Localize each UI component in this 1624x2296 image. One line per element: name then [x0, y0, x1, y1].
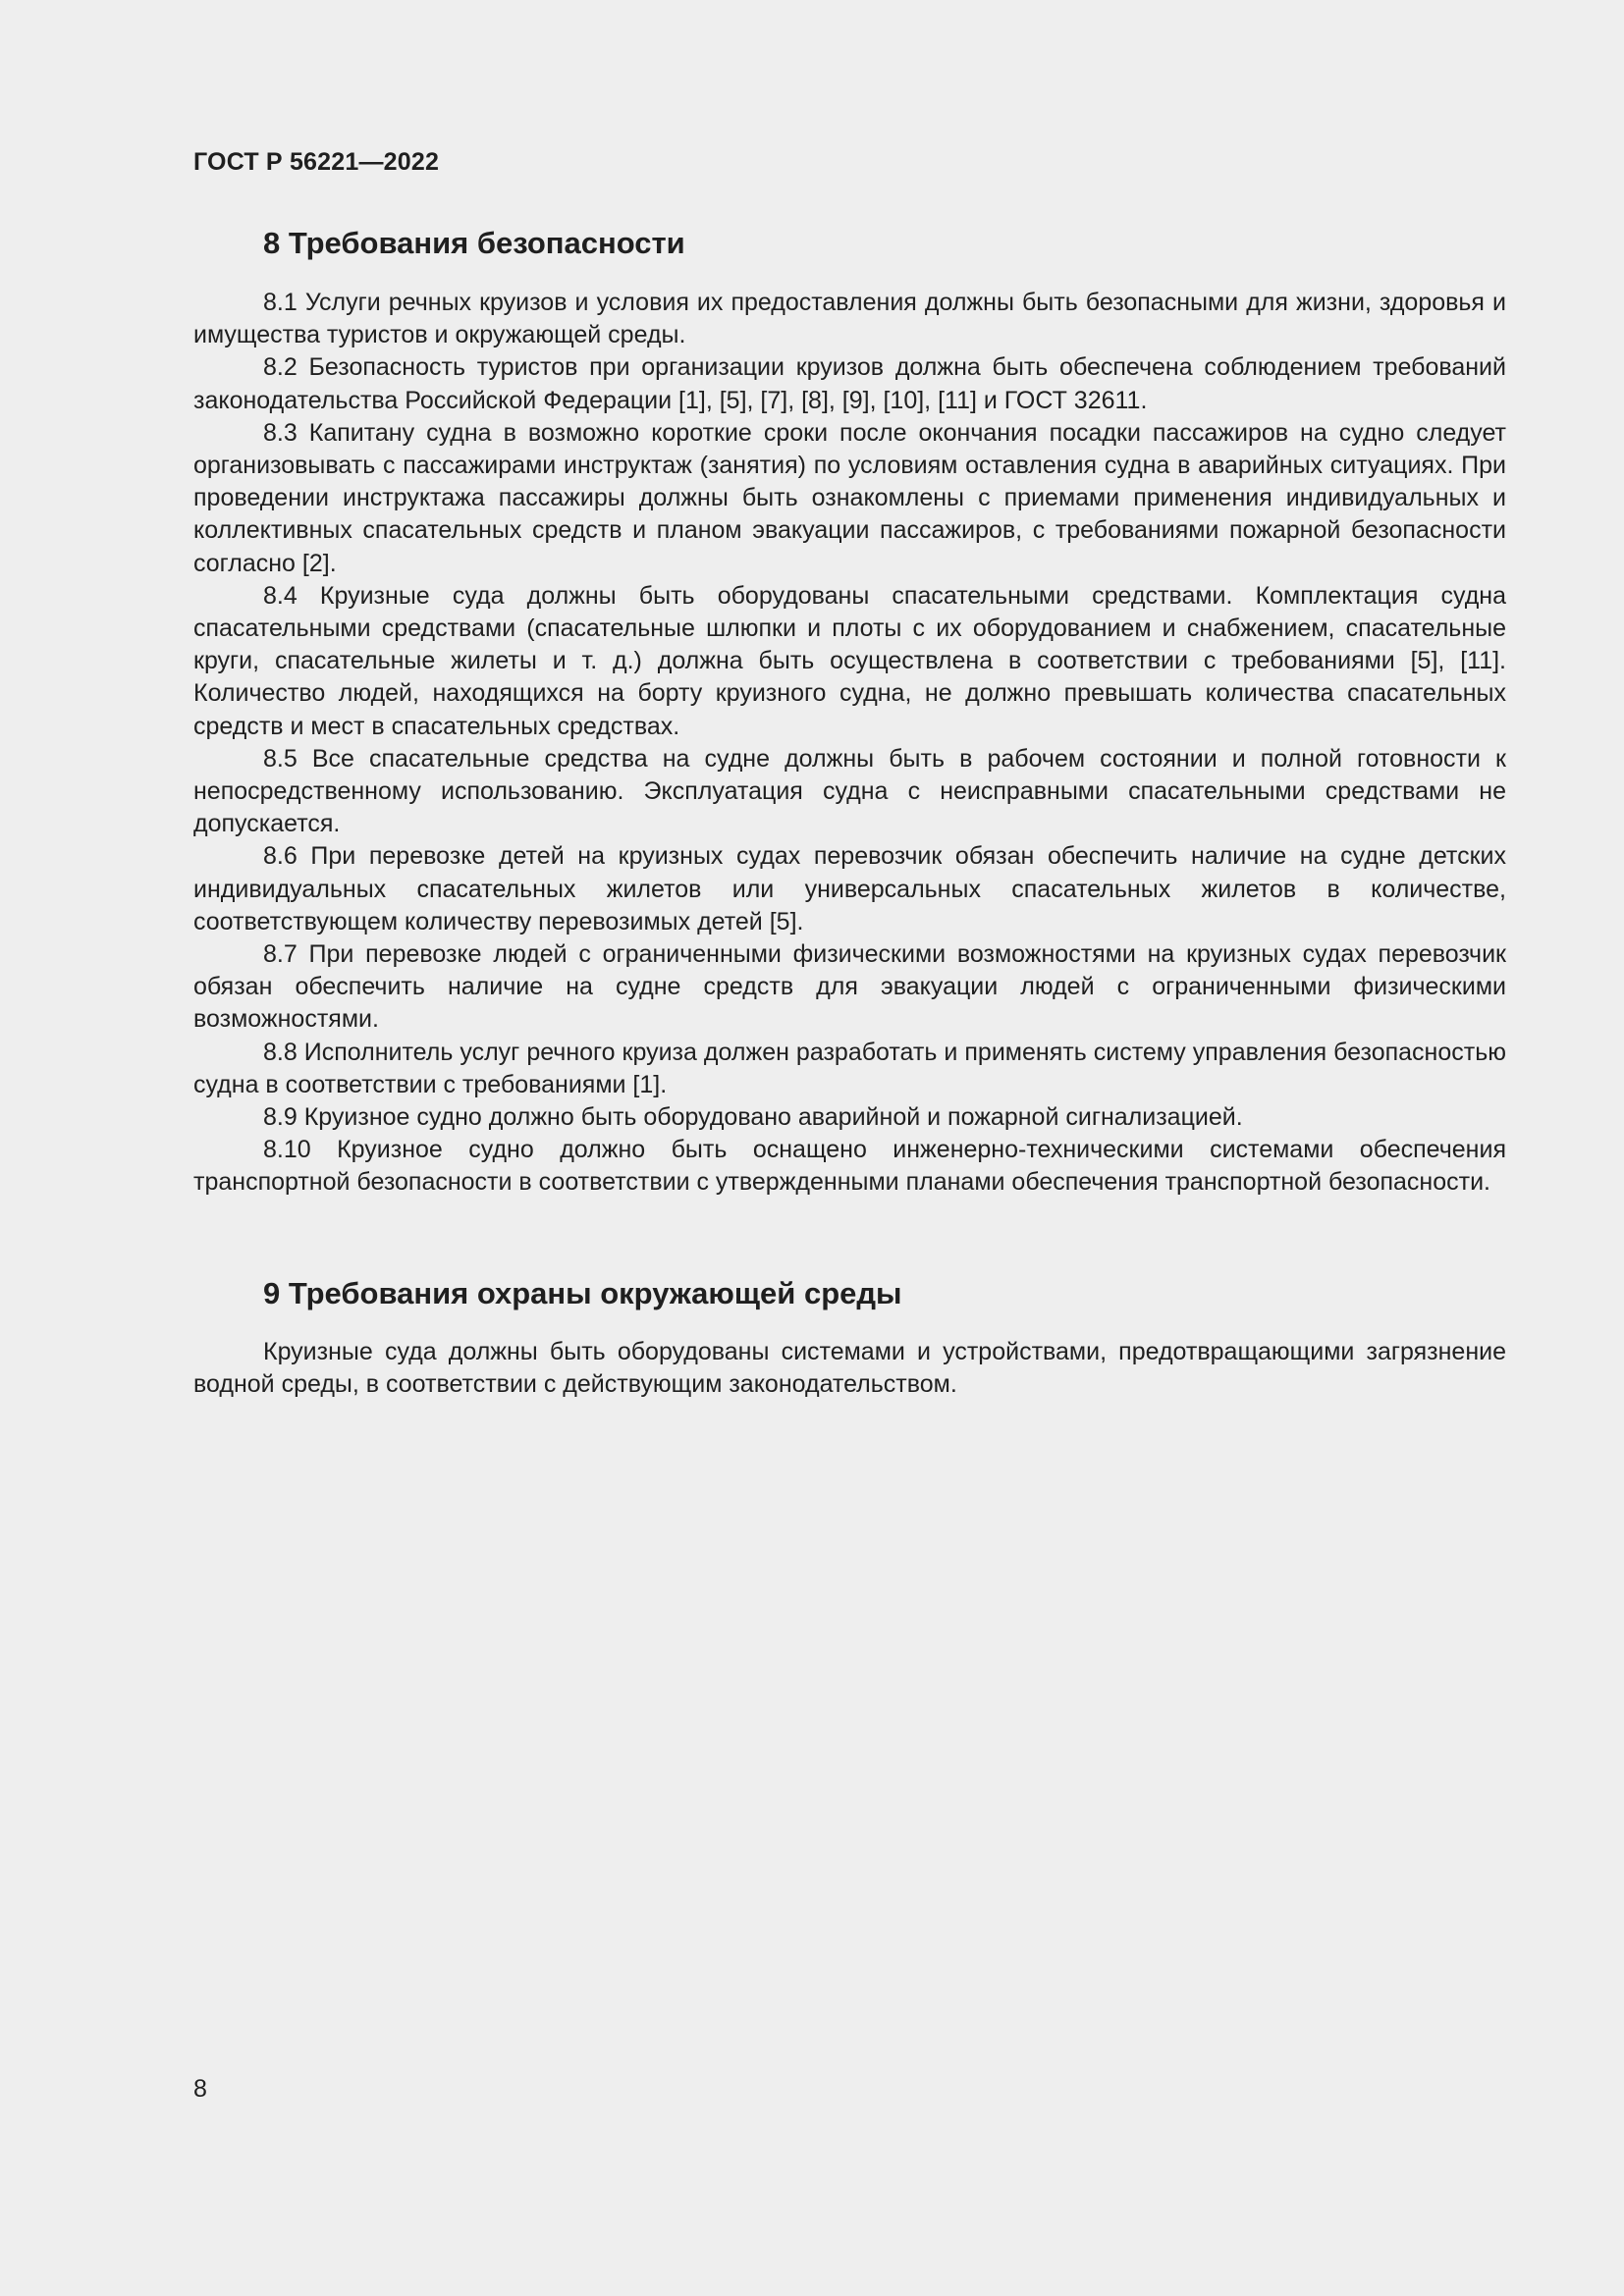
section-8-body	[193, 287, 1506, 1200]
paragraph-8-8: 8.8 Исполнитель услуг речного круиза должен разработать и применять систему управления безопасностью судна в соответствии с требованиями [1].	[193, 1038, 1506, 1098]
standard-code-header: ГОСТ Р 56221—2022	[193, 148, 440, 176]
paragraph-8-1: 8.1 Услуги речных круизов и условия их предоставления должны быть безопасными для жизни, здоровья и имущества туристов и окружающей среды.	[193, 289, 1506, 349]
section-9-heading: 9 Требования охраны окружающей среды	[263, 1276, 902, 1310]
section-8-heading: 8 Требования безопасности	[263, 226, 685, 260]
paragraph-8-2: 8.2 Безопасность туристов при организации круизов должна быть обеспечена соблюдением требований законодательства Российской Федерации [1], [5], [7], [8], [9], [10], [11] и ГОСТ 32611.	[193, 353, 1506, 414]
paragraph-8-7: 8.7 При перевозке людей с ограниченными физическими возможностями на круизных судах перевозчик обязан обеспечить наличие на судне средств для эвакуации людей с ограниченными физическими возможностями.	[193, 940, 1506, 1034]
page-number: 8	[193, 2075, 207, 2103]
paragraph-8-6: 8.6 При перевозке детей на круизных судах перевозчик обязан обеспечить наличие на судне детских индивидуальных спасательных жилетов или универсальных спасательных жилетов в количестве, соответствующем количеству перевозимых детей [5].	[193, 842, 1506, 935]
paragraph-8-4: 8.4 Круизные суда должны быть оборудованы спасательными средствами. Комплектация судна спасательными средствами (спасательные шлюпки и плоты с их оборудованием и снабжением, спасательные круги, спасательные жилеты и т. д.) должна быть осуществлена в соответствии с требованиями [5], [11]. Количество людей, находящихся на борту круизного судна, не должно превышать количества спасательных средств и мест в спасательных средствах.	[193, 581, 1506, 740]
section-9-body	[193, 1336, 1506, 1401]
paragraph-8-10: 8.10 Круизное судно должно быть оснащено инженерно-техническими системами обеспечения транспортной безопасности в соответствии с утвержденными планами обеспечения транспортной безопасности.	[193, 1136, 1506, 1197]
paragraph-8-5: 8.5 Все спасательные средства на судне должны быть в рабочем состоянии и полной готовности к непосредственному использованию. Эксплуатация судна с неисправными спасательными средствами не допускается.	[193, 744, 1506, 838]
document-page	[193, 0, 1506, 2296]
paragraph-8-9: 8.9 Круизное судно должно быть оборудовано аварийной и пожарной сигнализацией.	[263, 1103, 1243, 1132]
paragraph-9-1: Круизные суда должны быть оборудованы системами и устройствами, предотвращающими загрязнение водной среды, в соответствии с действующим законодательством.	[193, 1338, 1506, 1399]
paragraph-8-3: 8.3 Капитану судна в возможно короткие сроки после окончания посадки пассажиров на судно следует организовывать с пассажирами инструктаж (занятия) по условиям оставления судна в аварийных ситуациях. При проведении инструктажа пассажиры должны быть ознакомлены с приемами применения индивидуальных и коллективных спасательных средств и планом эвакуации пассажиров, с требованиями пожарной безопасности согласно [2].	[193, 418, 1506, 577]
